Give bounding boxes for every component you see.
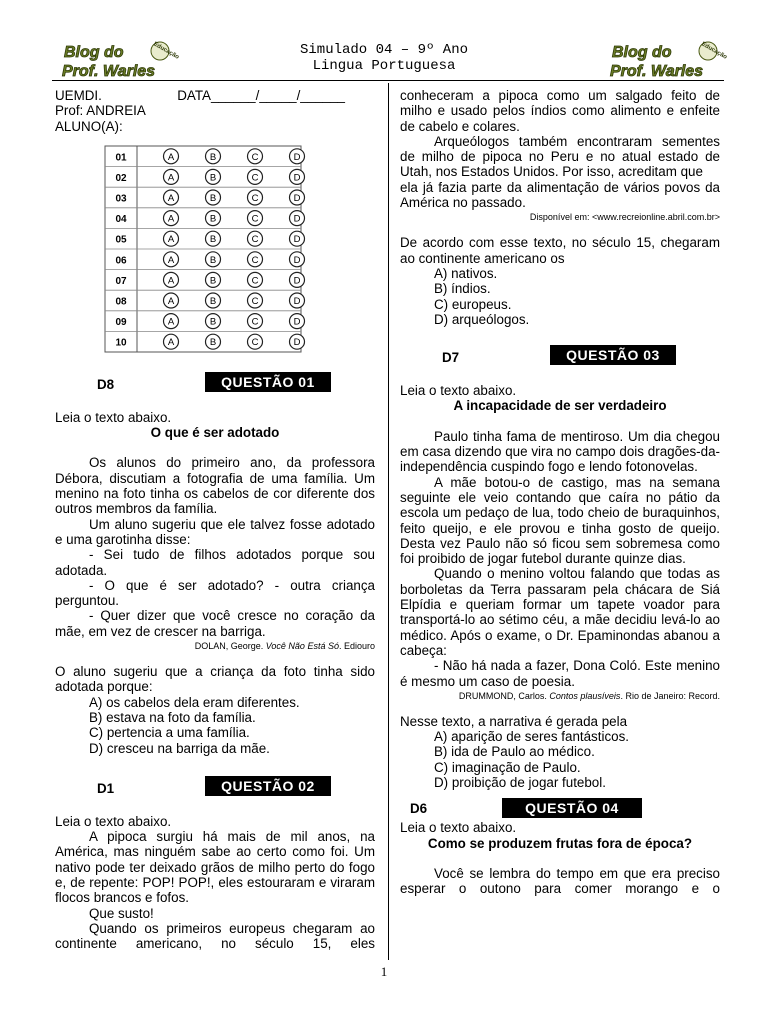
source-publisher: . Rio de Janeiro: Record. bbox=[620, 690, 720, 701]
answer-option[interactable]: B) ida de Paulo ao médico. bbox=[434, 744, 595, 760]
answer-bubble-letter: A bbox=[167, 213, 175, 225]
text-title: Como se produzem frutas fora de época? bbox=[427, 835, 693, 851]
paragraph: - Não há nada a fazer, Dona Coló. Este menino é mesmo um caso de poesia. bbox=[400, 658, 720, 689]
answer-bubble-letter: A bbox=[167, 275, 175, 287]
left-column bbox=[55, 88, 375, 952]
descriptor-code: D8 bbox=[97, 376, 115, 392]
answer-row-number: 09 bbox=[115, 316, 127, 328]
read-instruction: Leia o texto abaixo. bbox=[400, 383, 517, 399]
question-prompt: De acordo com esse texto, no século 15, chegaram ao continente americano os bbox=[400, 235, 720, 266]
paragraph: Quando os primeiros europeus chegaram ao continente americano, no século 15, eles bbox=[55, 920, 375, 952]
answer-row-number: 03 bbox=[115, 193, 127, 205]
question-label: QUESTÃO 03 bbox=[550, 345, 676, 365]
paragraph: Que susto! bbox=[89, 905, 154, 921]
answer-bubble-letter: B bbox=[209, 337, 217, 349]
page-number: 1 bbox=[380, 964, 388, 979]
answer-bubble-letter: C bbox=[251, 316, 259, 328]
paragraph: A mãe botou-o de castigo, mas na semana seguinte ele veio contando que caíra no pátio da escola um pedaço de lua, todo cheio de buraquinhos, feito queijo, e ele provou e tinha gosto de queijo. Desta vez Paulo não só ficou sem sobremesa como foi proibido de jogar futebol durante quinze dias. bbox=[400, 474, 720, 567]
answer-bubble-letter: D bbox=[293, 192, 301, 204]
source-author: DOLAN, George. bbox=[194, 641, 264, 652]
answer-bubble-letter: D bbox=[293, 172, 301, 184]
answer-bubble-letter: A bbox=[167, 337, 175, 349]
paragraph: Você se lembra do tempo em que era preciso esperar o outono para comer morango e o bbox=[400, 865, 720, 897]
svg-text:Educação: Educação bbox=[700, 41, 728, 61]
answer-option[interactable]: D) proibição de jogar futebol. bbox=[434, 774, 606, 790]
exam-title: Simulado 04 – 9º Ano bbox=[299, 42, 469, 58]
descriptor-code: D6 bbox=[410, 801, 428, 817]
answer-bubble-letter: B bbox=[209, 172, 217, 184]
question-header-02 bbox=[55, 776, 375, 798]
student-label: ALUNO(A): bbox=[55, 118, 123, 134]
answer-row-number: 08 bbox=[115, 296, 127, 308]
paragraph: ela já fazia parte da alimentação de vários povos da América no passado. bbox=[400, 179, 720, 211]
svg-text:Prof. Warles: Prof. Warles bbox=[62, 63, 156, 80]
date-field: DATA______/_____/______ bbox=[177, 88, 345, 103]
answer-row-number: 05 bbox=[115, 234, 127, 246]
answer-bubble-letter: A bbox=[167, 234, 175, 246]
text-title: A incapacidade de ser verdadeiro bbox=[453, 398, 667, 414]
question-header-04 bbox=[400, 798, 720, 818]
answer-bubble-letter: B bbox=[209, 316, 217, 328]
answer-bubble-letter: C bbox=[251, 192, 259, 204]
answer-bubble-letter: C bbox=[251, 151, 259, 163]
answer-bubble-letter: A bbox=[167, 172, 175, 184]
answer-bubble-letter: B bbox=[209, 295, 217, 307]
question-label: QUESTÃO 02 bbox=[205, 776, 331, 796]
question-label: QUESTÃO 04 bbox=[502, 798, 642, 818]
answer-bubble-letter: C bbox=[251, 295, 259, 307]
question-prompt: Nesse texto, a narrativa é gerada pela bbox=[400, 713, 628, 729]
question-header-01 bbox=[55, 372, 375, 394]
descriptor-code: D1 bbox=[97, 780, 115, 796]
answer-row-number: 06 bbox=[115, 255, 127, 267]
paragraph: Paulo tinha fama de mentiroso. Um dia chegou em casa dizendo que vira no campo dois dragões-da-independência cuspindo fogo e lendo fotonovelas. bbox=[400, 428, 720, 475]
answer-bubble-letter: D bbox=[293, 234, 301, 246]
answer-bubble-letter: A bbox=[167, 192, 175, 204]
answer-row-number: 07 bbox=[115, 275, 127, 287]
answer-option[interactable]: A) os cabelos dela eram diferentes. bbox=[89, 694, 300, 710]
answer-bubble-letter: B bbox=[209, 254, 217, 266]
paragraph: - Sei tudo de filhos adotados porque sou adotada. bbox=[55, 547, 375, 578]
answer-bubble-letter: A bbox=[167, 295, 175, 307]
paragraph: A pipoca surgiu há mais de mil anos, na América, mas ninguém sabe ao certo como foi. Um nativo pode ter deixado grãos de milho perto do fogo e, de repente: POP! POP!, eles estouraram e viraram flocos brancos e fofos. bbox=[55, 829, 375, 906]
answer-bubble-letter: C bbox=[251, 275, 259, 287]
answer-bubble-letter: C bbox=[251, 337, 259, 349]
svg-text:Blog do: Blog do bbox=[64, 44, 124, 61]
paragraph: Um aluno sugeriu que ele talvez fosse adotado e uma garotinha disse: bbox=[55, 516, 375, 547]
answer-bubble-letter: B bbox=[209, 234, 217, 246]
answer-row-number: 01 bbox=[115, 152, 127, 164]
answer-bubble-letter: B bbox=[209, 192, 217, 204]
source-author: DRUMMOND, Carlos. bbox=[458, 690, 547, 701]
answer-bubble-letter: B bbox=[209, 213, 217, 225]
answer-bubble-letter: B bbox=[209, 151, 217, 163]
read-instruction: Leia o texto abaixo. bbox=[400, 820, 517, 836]
source-publisher: . Ediouro bbox=[338, 641, 375, 652]
svg-text:Educação: Educação bbox=[152, 41, 180, 61]
answer-bubble-letter: A bbox=[167, 151, 175, 163]
question-label: QUESTÃO 01 bbox=[205, 372, 331, 392]
read-instruction: Leia o texto abaixo. bbox=[55, 813, 172, 829]
answer-bubble-letter: A bbox=[167, 254, 175, 266]
header-divider bbox=[52, 80, 724, 81]
paragraph: Quando o menino voltou falando que todas as borboletas da Terra passaram pela chácara de Siá Elpídia e queriam formar um tapete voador para transportá-lo ao sétimo céu, a mãe decidiu levá-lo ao médico. Após o exame, o Dr. Epaminondas abanou a cabeça: bbox=[400, 566, 720, 658]
svg-text:Prof. Warles: Prof. Warles bbox=[610, 63, 704, 80]
answer-bubble-letter: B bbox=[209, 275, 217, 287]
answer-sheet-grid bbox=[103, 144, 303, 352]
answer-bubble-letter: A bbox=[167, 316, 175, 328]
answer-option[interactable]: B) índios. bbox=[434, 281, 491, 297]
svg-text:Blog do: Blog do bbox=[612, 44, 672, 61]
answer-row-number: 02 bbox=[115, 172, 127, 184]
answer-bubble-letter: D bbox=[293, 275, 301, 287]
answer-bubble-letter: D bbox=[293, 295, 301, 307]
answer-bubble-letter: D bbox=[293, 151, 301, 163]
source-title: Contos plausíveis bbox=[549, 690, 621, 701]
answer-option[interactable]: C) imaginação de Paulo. bbox=[434, 759, 581, 775]
answer-option[interactable]: A) aparição de seres fantásticos. bbox=[434, 729, 630, 745]
answer-option[interactable]: B) estava na foto da família. bbox=[89, 709, 256, 725]
read-instruction: Leia o texto abaixo. bbox=[55, 409, 172, 425]
school-name: UEMDI. bbox=[55, 88, 102, 103]
text-title: O que é ser adotado bbox=[150, 425, 280, 441]
paragraph: Os alunos do primeiro ano, da professora Débora, discutiam a fotografia de uma família. Um menino na foto tinha os cabelos de cor diferente dos outros membros da família. bbox=[55, 455, 375, 517]
page-header bbox=[0, 42, 768, 74]
teacher-name: Prof: ANDREIA bbox=[55, 103, 146, 119]
question-prompt: O aluno sugeriu que a criança da foto tinha sido adotada porque: bbox=[55, 664, 375, 695]
paragraph: Arqueólogos também encontraram sementes de milho de pipoca no Peru e no atual estado de Utah, nos Estados Unidos. Por isso, acreditam que bbox=[400, 133, 720, 180]
source-citation: Disponível em: <www.recreionline.abril.com.br> bbox=[529, 212, 720, 223]
answer-row-number: 10 bbox=[115, 337, 127, 349]
right-column bbox=[400, 88, 720, 896]
source-citation bbox=[55, 640, 375, 652]
question-header-03 bbox=[400, 345, 720, 367]
answer-option[interactable]: D) arqueólogos. bbox=[434, 311, 530, 327]
answer-option[interactable]: C) pertencia a uma família. bbox=[89, 725, 250, 741]
source-title: Você Não Está Só bbox=[265, 641, 339, 652]
answer-option[interactable]: A) nativos. bbox=[434, 265, 498, 281]
answer-bubble-letter: D bbox=[293, 254, 301, 266]
paragraph: conheceram a pipoca como um salgado feito de milho e usado pelos índios como alimento e enfeite de cabelo e colares. bbox=[400, 88, 720, 134]
answer-bubble-letter: D bbox=[293, 213, 301, 225]
answer-option[interactable]: D) cresceu na barriga da mãe. bbox=[89, 740, 270, 756]
answer-sheet bbox=[103, 144, 303, 352]
descriptor-code: D7 bbox=[442, 350, 460, 366]
answer-bubble-letter: D bbox=[293, 316, 301, 328]
answer-row-number: 04 bbox=[115, 213, 127, 225]
answer-bubble-letter: C bbox=[251, 213, 259, 225]
answer-bubble-letter: D bbox=[293, 337, 301, 349]
exam-subject: Lingua Portuguesa bbox=[312, 58, 456, 74]
paragraph: - O que é ser adotado? - outra criança perguntou. bbox=[55, 577, 375, 609]
column-divider bbox=[388, 83, 389, 960]
source-citation bbox=[400, 690, 720, 702]
answer-bubble-letter: C bbox=[251, 172, 259, 184]
answer-option[interactable]: C) europeus. bbox=[434, 296, 512, 312]
school-line bbox=[55, 88, 345, 103]
answer-bubble-letter: C bbox=[251, 234, 259, 246]
answer-bubble-letter: C bbox=[251, 254, 259, 266]
paragraph: - Quer dizer que você cresce no coração da mãe, em vez de crescer na barriga. bbox=[55, 608, 375, 639]
